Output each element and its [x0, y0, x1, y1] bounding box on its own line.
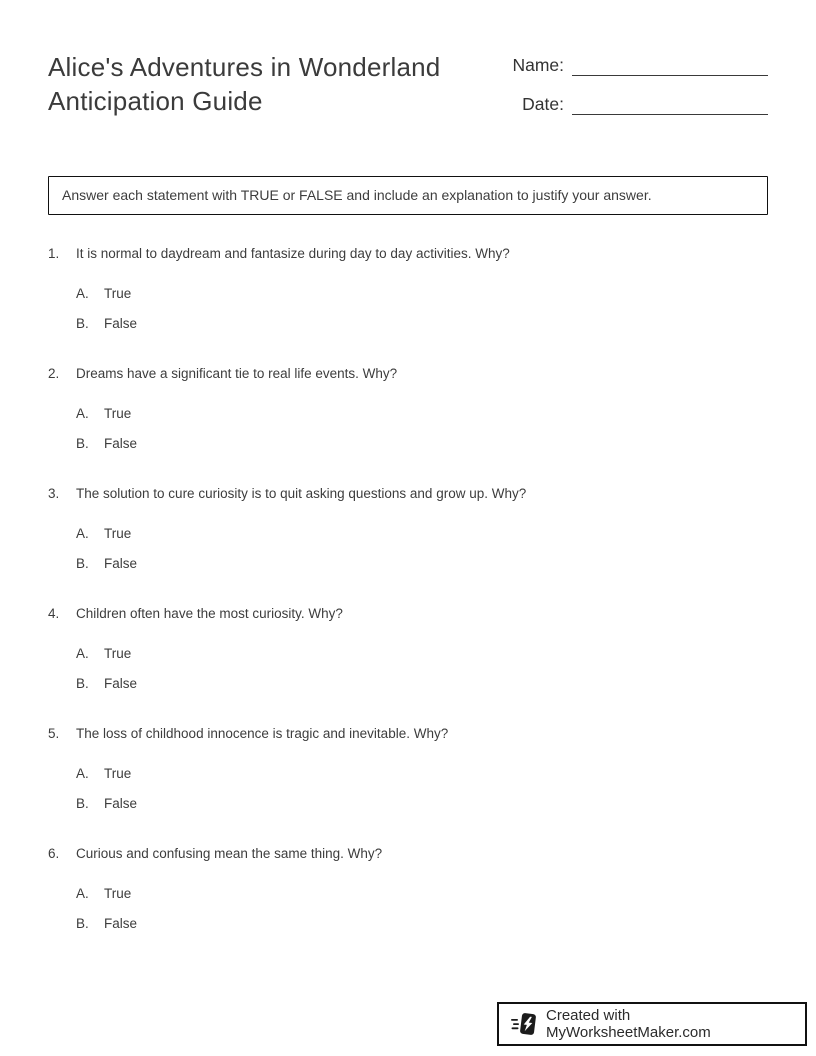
option-label: False [104, 316, 138, 331]
option-label: False [104, 436, 138, 451]
option-letter: B. [76, 796, 89, 811]
footer-credit-text: Created with MyWorksheetMaker.com [546, 1007, 711, 1041]
title-line-2: Anticipation Guide [48, 86, 263, 116]
question-text: The loss of childhood innocence is tragic and inevitable. Why? [76, 726, 449, 741]
question-row [48, 484, 768, 504]
option-true [76, 644, 768, 664]
question-item-3 [48, 484, 768, 574]
option-label: True [104, 766, 132, 781]
question-item-1 [48, 244, 768, 334]
option-label: True [104, 286, 132, 301]
option-letter: A. [76, 646, 89, 661]
worksheet-header [48, 50, 768, 130]
option-true [76, 404, 768, 424]
name-blank-line [572, 54, 768, 76]
question-text: Dreams have a significant tie to real life events. Why? [76, 366, 398, 381]
option-label: False [104, 676, 138, 691]
student-fields [508, 50, 768, 130]
question-item-4 [48, 604, 768, 694]
question-text: It is normal to daydream and fantasize during day to day activities. Why? [76, 246, 510, 261]
option-false [76, 674, 768, 694]
question-row [48, 244, 768, 264]
worksheet-title [48, 50, 440, 118]
option-true [76, 524, 768, 544]
question-text: The solution to cure curiosity is to quit asking questions and grow up. Why? [76, 486, 527, 501]
option-false [76, 554, 768, 574]
option-label: True [104, 406, 132, 421]
question-options [76, 884, 768, 934]
name-label: Name: [512, 55, 564, 75]
question-options [76, 764, 768, 814]
option-letter: A. [76, 766, 89, 781]
title-line-1: Alice's Adventures in Wonderland [48, 52, 441, 82]
option-letter: A. [76, 526, 89, 541]
option-letter: A. [76, 406, 89, 421]
date-label: Date: [522, 94, 564, 114]
option-label: False [104, 796, 138, 811]
option-true [76, 884, 768, 904]
question-number: 3. [48, 486, 60, 501]
question-options [76, 644, 768, 694]
date-field [508, 91, 768, 115]
option-letter: A. [76, 286, 89, 301]
question-row [48, 844, 768, 864]
question-number: 1. [48, 246, 60, 261]
question-text: Curious and confusing mean the same thing. Why? [76, 846, 383, 861]
option-letter: B. [76, 316, 89, 331]
question-item-5 [48, 724, 768, 814]
question-number: 6. [48, 846, 60, 861]
myworksheetmaker-logo-icon [511, 1011, 537, 1037]
question-text: Children often have the most curiosity. Why? [76, 606, 343, 621]
option-letter: B. [76, 556, 89, 571]
option-label: False [104, 916, 138, 931]
option-letter: B. [76, 676, 89, 691]
option-label: True [104, 646, 132, 661]
question-list [48, 244, 768, 934]
option-true [76, 764, 768, 784]
option-false [76, 434, 768, 454]
option-false [76, 314, 768, 334]
question-number: 4. [48, 606, 60, 621]
footer-credit-box [497, 1002, 807, 1046]
option-label: False [104, 556, 138, 571]
question-item-6 [48, 844, 768, 934]
name-field [508, 52, 768, 76]
option-false [76, 914, 768, 934]
option-true [76, 284, 768, 304]
question-row [48, 604, 768, 624]
question-options [76, 284, 768, 334]
question-options [76, 524, 768, 574]
option-label: True [104, 526, 132, 541]
question-row [48, 724, 768, 744]
date-blank-line [572, 93, 768, 115]
question-row [48, 364, 768, 384]
instructions-text: Answer each statement with TRUE or FALSE and include an explanation to justify your answer. [62, 187, 652, 203]
option-label: True [104, 886, 132, 901]
question-number: 2. [48, 366, 60, 381]
question-number: 5. [48, 726, 60, 741]
question-item-2 [48, 364, 768, 454]
question-options [76, 404, 768, 454]
instructions-box [48, 176, 768, 215]
option-letter: B. [76, 916, 89, 931]
option-false [76, 794, 768, 814]
option-letter: B. [76, 436, 89, 451]
option-letter: A. [76, 886, 89, 901]
